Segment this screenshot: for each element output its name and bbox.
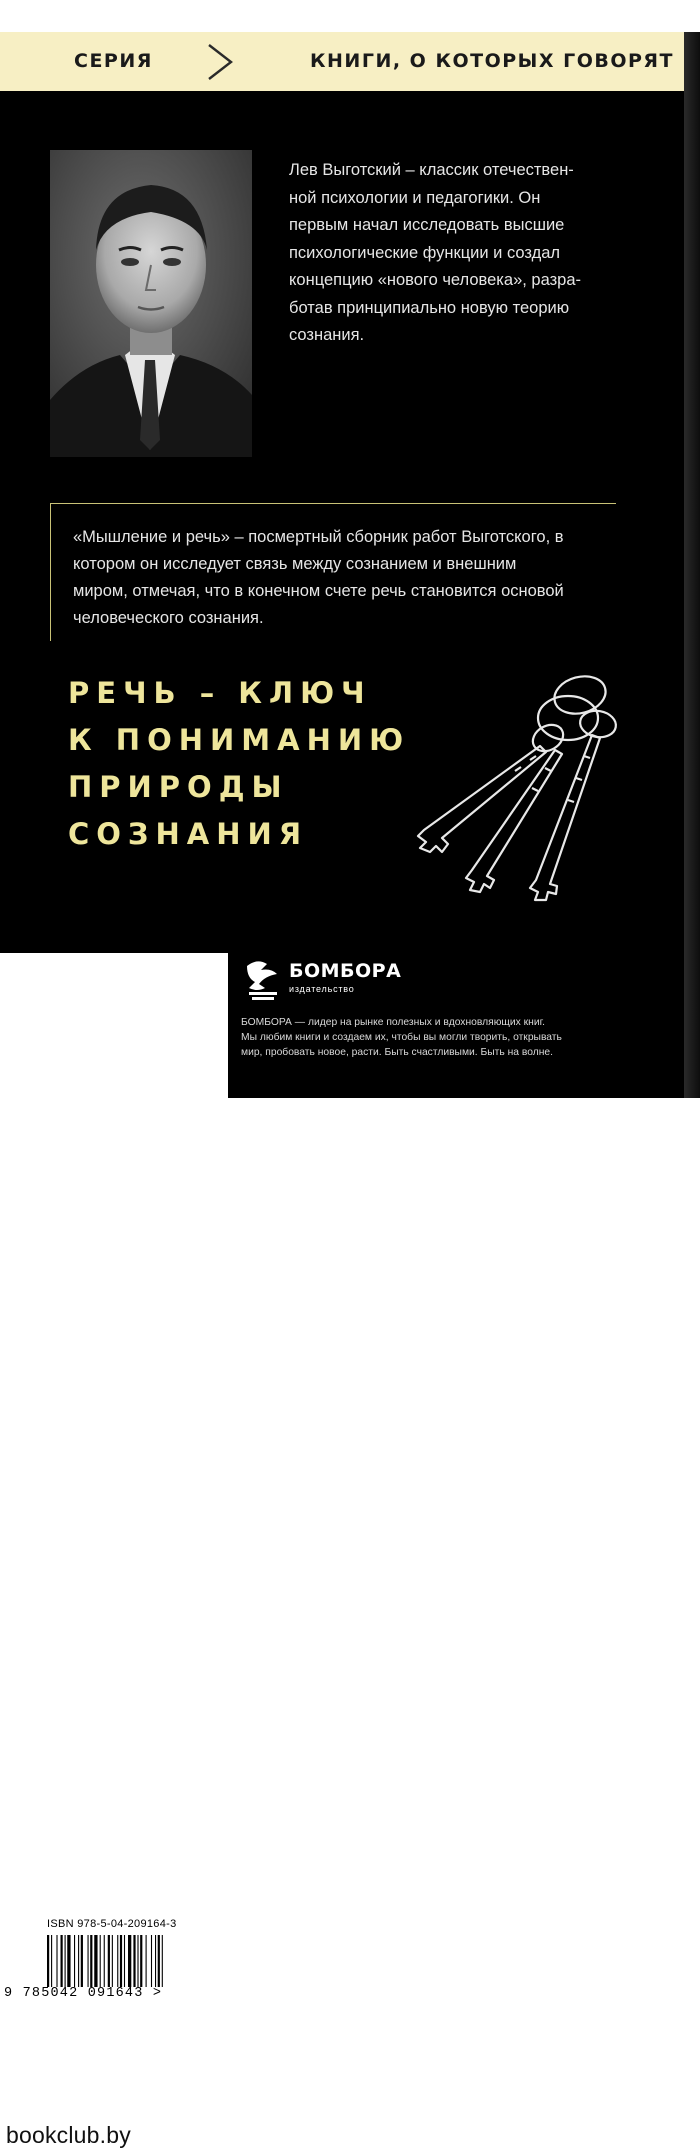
chevron-right-icon: [203, 42, 237, 82]
site-watermark: bookclub.by: [6, 2122, 131, 2148]
bio-line: ботав принципиально новую теорию: [289, 298, 570, 317]
tagline-line: РЕЧЬ – КЛЮЧ: [68, 676, 372, 710]
description-line: котором он исследует связь между сознанием и внешним: [73, 555, 517, 573]
book-spine-edge: [684, 32, 700, 1098]
publisher-name: БОМБОРА: [289, 960, 402, 982]
bombora-logo-icon: [243, 958, 283, 1004]
author-bio: [289, 157, 623, 350]
bio-line: Лев Выготский – классик отечествен-: [289, 161, 574, 179]
series-name: КНИГИ, О КОТОРЫХ ГОВОРЯТ: [310, 50, 675, 72]
book-description: [73, 524, 633, 632]
barcode-digits: 9 785042 091643 >: [4, 1986, 163, 2001]
series-label: СЕРИЯ: [74, 50, 153, 72]
bio-line: ной психологии и педагогики. Он: [289, 188, 541, 207]
author-portrait: [50, 150, 252, 457]
bio-line: первым начал исследовать высшие: [289, 216, 565, 234]
barcode-panel: [0, 953, 228, 2001]
publisher-subtitle: издательство: [289, 984, 355, 994]
description-line: «Мышление и речь» – посмертный сборник работ Выготского, в: [73, 528, 564, 546]
bio-line: сознания.: [289, 326, 365, 344]
blurb-line: Мы любим книги и создаем их, чтобы вы могли творить, открывать: [241, 1032, 562, 1043]
keys-illustration: [390, 660, 700, 910]
tagline: [68, 670, 410, 858]
publisher-blurb: [241, 1015, 681, 1060]
blurb-line: БОМБОРА — лидер на рынке полезных и вдохновляющих книг.: [241, 1017, 545, 1028]
top-margin: [0, 0, 700, 32]
bio-line: концепцию «нового человека», разра-: [289, 271, 581, 289]
isbn-label: ISBN 978-5-04-209164-3: [47, 1918, 177, 1930]
description-line: миром, отмечая, что в конечном счете речь становится основой: [73, 582, 564, 600]
barcode-image: [45, 1935, 208, 1987]
tagline-line: К ПОНИМАНИЮ: [68, 723, 411, 757]
description-line: человеческого сознания.: [73, 609, 264, 627]
blurb-line: мир, пробовать новое, расти. Быть счастливыми. Быть на волне.: [241, 1047, 554, 1058]
tagline-line: ПРИРОДЫ: [68, 770, 289, 804]
tagline-line: СОЗНАНИЯ: [68, 817, 309, 851]
bio-line: психологические функции и создал: [289, 243, 561, 262]
series-band: [0, 32, 684, 91]
